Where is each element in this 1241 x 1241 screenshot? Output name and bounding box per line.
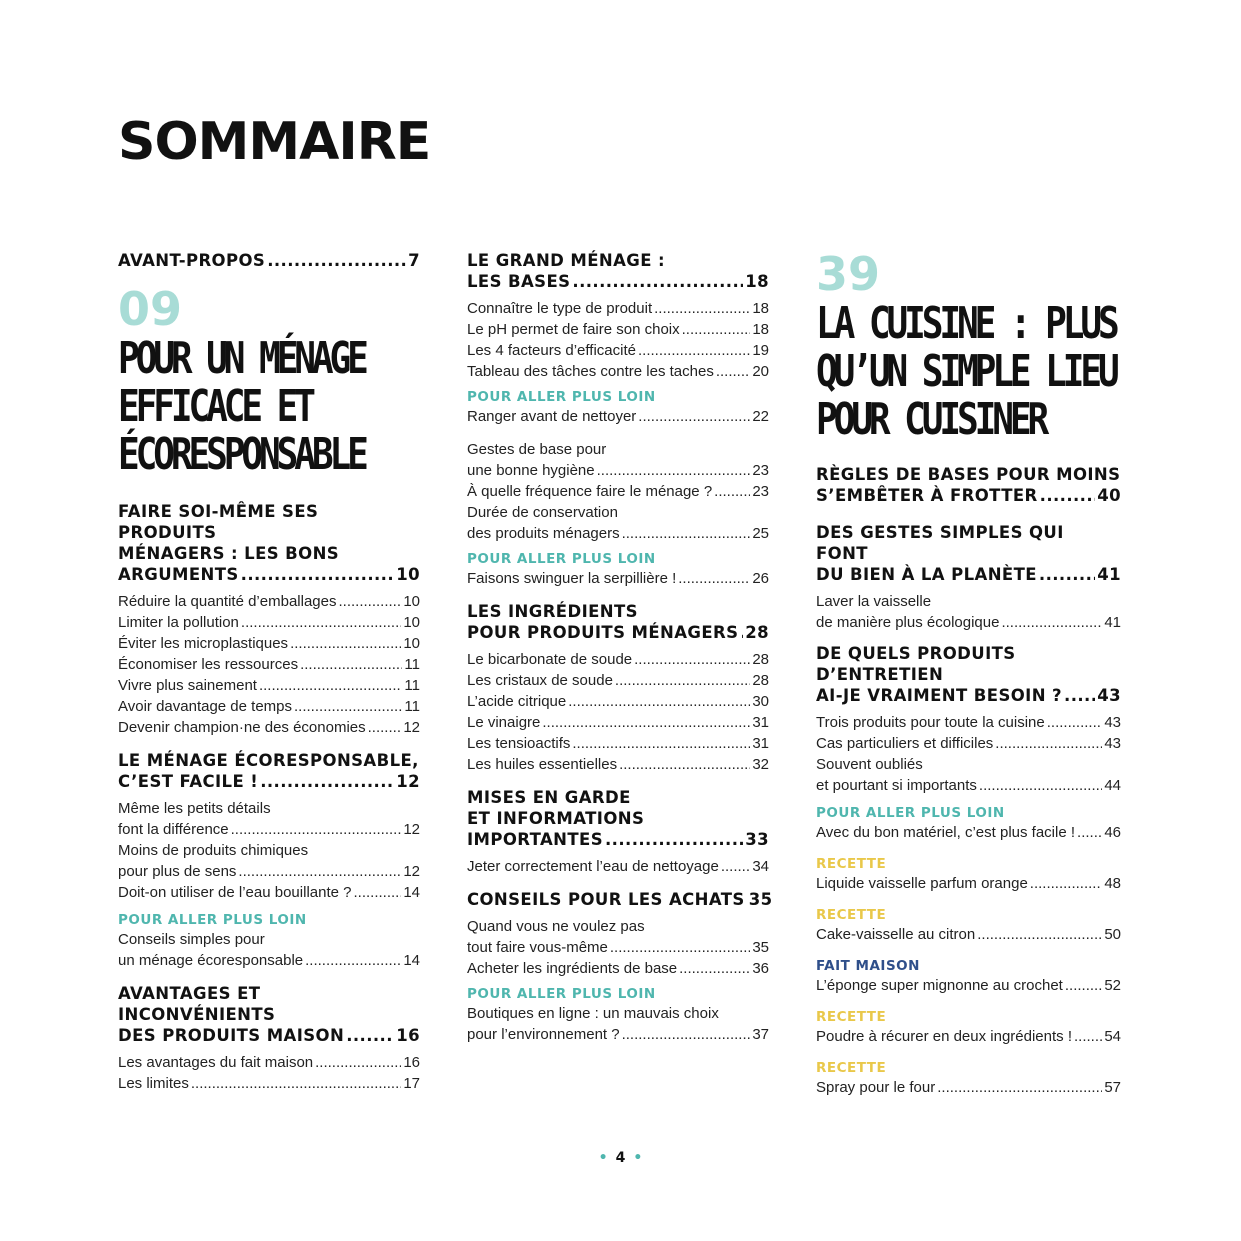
section-label: RECETTE: [816, 907, 887, 923]
toc-entry[interactable]: Les limites ..... 17: [118, 1073, 420, 1094]
section-label: POUR ALLER PLUS LOIN: [816, 805, 1005, 821]
toc-entry[interactable]: Économiser les ressources ..... 11: [118, 654, 420, 675]
toc-entry-list: [118, 1052, 420, 1094]
toc-heading: LES INGRÉDIENTS POUR PRODUITS MÉNAGERS ..... 28: [467, 601, 769, 643]
toc-entry[interactable]: Les avantages du fait maison ..... 16: [118, 1052, 420, 1073]
toc-entry[interactable]: L’acide citrique ..... 30: [467, 691, 769, 712]
toc-entry[interactable]: Faisons swinguer la serpillière ! ..... 26: [467, 568, 769, 589]
toc-entry[interactable]: L’éponge super mignonne au crochet ..... 52: [816, 975, 1121, 996]
section-label: POUR ALLER PLUS LOIN: [467, 389, 656, 405]
toc-entry[interactable]: Même les petits détails font la différence ..... 12: [118, 798, 420, 840]
toc-heading: RÈGLES DE BASES POUR MOINS S’EMBÊTER À FROTTER ..... 40: [816, 464, 1121, 506]
toc-entry-list: [816, 591, 1121, 633]
page-number: 4: [615, 1150, 626, 1166]
part-title: POUR UN MÉNAGE EFFICACE ET ÉCORESPONSABLE: [118, 333, 365, 480]
section-label: RECETTE: [816, 1009, 887, 1025]
toc-entry-list: [467, 298, 769, 589]
toc-entry[interactable]: Acheter les ingrédients de base ..... 36: [467, 958, 769, 979]
toc-entry[interactable]: Poudre à récurer en deux ingrédients ! ..... 54: [816, 1026, 1121, 1047]
page-footer: [0, 1150, 1241, 1166]
toc-entry-list: [467, 649, 769, 775]
section-label: POUR ALLER PLUS LOIN: [467, 986, 656, 1002]
toc-heading: CONSEILS POUR LES ACHATS 35: [467, 890, 773, 909]
toc-column-2: [467, 250, 773, 1045]
toc-entry[interactable]: Le bicarbonate de soude ..... 28: [467, 649, 769, 670]
toc-extras-list: [816, 804, 1121, 1098]
toc-entry[interactable]: Avoir davantage de temps ..... 11: [118, 696, 420, 717]
section-label: POUR ALLER PLUS LOIN: [467, 551, 656, 567]
toc-entry-list: [816, 712, 1121, 796]
toc-heading: DES GESTES SIMPLES QUI FONT DU BIEN À LA PLANÈTE ..... 41: [816, 522, 1121, 585]
toc-entry[interactable]: Les huiles essentielles ..... 32: [467, 754, 769, 775]
toc-entry[interactable]: Connaître le type de produit ..... 18: [467, 298, 769, 319]
section-label: RECETTE: [816, 856, 887, 872]
part-number: 09: [118, 282, 183, 336]
toc-entry[interactable]: Spray pour le four ..... 57: [816, 1077, 1121, 1098]
toc-entry[interactable]: Laver la vaisselle de manière plus écologique ..... 41: [816, 591, 1121, 633]
toc-column-1: [118, 250, 420, 1094]
toc-entry[interactable]: Tableau des tâches contre les taches ..... 20: [467, 361, 769, 382]
toc-entry[interactable]: Limiter la pollution ..... 10: [118, 612, 420, 633]
toc-entry[interactable]: Éviter les microplastiques ..... 10: [118, 633, 420, 654]
toc-entry[interactable]: Cas particuliers et difficiles ..... 43: [816, 733, 1121, 754]
toc-entry[interactable]: À quelle fréquence faire le ménage ? ..... 23: [467, 481, 769, 502]
toc-entry[interactable]: Doit-on utiliser de l’eau bouillante ? ..... 14: [118, 882, 420, 903]
toc-heading-avant-propos: AVANT-PROPOS ..... 7: [118, 250, 420, 271]
toc-entry-list: [467, 916, 769, 1045]
toc-entry[interactable]: Les cristaux de soude ..... 28: [467, 670, 769, 691]
toc-entry[interactable]: Jeter correctement l’eau de nettoyage ..... 34: [467, 856, 769, 877]
toc-heading: FAIRE SOI-MÊME SES PRODUITS MÉNAGERS : LES BONS ARGUMENTS ..... 10: [118, 501, 420, 585]
toc-heading: MISES EN GARDE ET INFORMATIONS IMPORTANTES ..... 33: [467, 787, 769, 850]
section-label: POUR ALLER PLUS LOIN: [118, 912, 307, 928]
toc-entry[interactable]: Cake-vaisselle au citron ..... 50: [816, 924, 1121, 945]
toc-entry[interactable]: Vivre plus sainement ..... 11: [118, 675, 420, 696]
toc-entry[interactable]: Souvent oubliés et pourtant si importants ..... 44: [816, 754, 1121, 796]
toc-entry[interactable]: Gestes de base pour une bonne hygiène ..... 23: [467, 439, 769, 481]
toc-entry[interactable]: Liquide vaisselle parfum orange ..... 48: [816, 873, 1121, 894]
toc-entry[interactable]: Conseils simples pour un ménage écoresponsable ..... 14: [118, 929, 420, 971]
toc-entry[interactable]: Quand vous ne voulez pas tout faire vous-même ..... 35: [467, 916, 769, 958]
toc-entry[interactable]: Les 4 facteurs d’efficacité ..... 19: [467, 340, 769, 361]
toc-heading: AVANTAGES ET INCONVÉNIENTS DES PRODUITS MAISON ..... 16: [118, 983, 420, 1046]
toc-heading: DE QUELS PRODUITS D’ENTRETIEN AI-JE VRAIMENT BESOIN ? ..... 43: [816, 643, 1121, 706]
toc-entry[interactable]: Ranger avant de nettoyer ..... 22: [467, 406, 769, 427]
footer-dot-icon: •: [598, 1150, 608, 1166]
toc-column-3: [816, 247, 1121, 1098]
toc-entry[interactable]: Devenir champion·ne des économies ..... 12: [118, 717, 420, 738]
toc-heading: LE MÉNAGE ÉCORESPONSABLE, C’EST FACILE ! ..... 12: [118, 750, 420, 792]
part-title: LA CUISINE : PLUS QU’UN SIMPLE LIEU POUR CUISINER: [816, 298, 1116, 445]
toc-entry[interactable]: Le vinaigre ..... 31: [467, 712, 769, 733]
toc-entry[interactable]: Les tensioactifs ..... 31: [467, 733, 769, 754]
toc-entry[interactable]: Réduire la quantité d’emballages ..... 10: [118, 591, 420, 612]
footer-dot-icon: •: [633, 1150, 643, 1166]
toc-entry-list: [118, 798, 420, 971]
toc-entry[interactable]: Durée de conservation des produits ménagers ..... 25: [467, 502, 769, 544]
toc-entry[interactable]: Trois produits pour toute la cuisine ..... 43: [816, 712, 1121, 733]
toc-entry[interactable]: Moins de produits chimiques pour plus de sens ..... 12: [118, 840, 420, 882]
toc-heading: LE GRAND MÉNAGE : LES BASES ..... 18: [467, 250, 769, 292]
section-label: FAIT MAISON: [816, 958, 920, 974]
page-title: SOMMAIRE: [118, 112, 431, 172]
part-number: 39: [816, 247, 881, 301]
section-label: RECETTE: [816, 1060, 887, 1076]
toc-entry-list: [467, 856, 769, 877]
toc-entry-list: [118, 591, 420, 738]
toc-entry[interactable]: Avec du bon matériel, c’est plus facile ! ..... 46: [816, 822, 1121, 843]
toc-entry[interactable]: Le pH permet de faire son choix ..... 18: [467, 319, 769, 340]
toc-entry[interactable]: Boutiques en ligne : un mauvais choix pour l’environnement ? ..... 37: [467, 1003, 769, 1045]
